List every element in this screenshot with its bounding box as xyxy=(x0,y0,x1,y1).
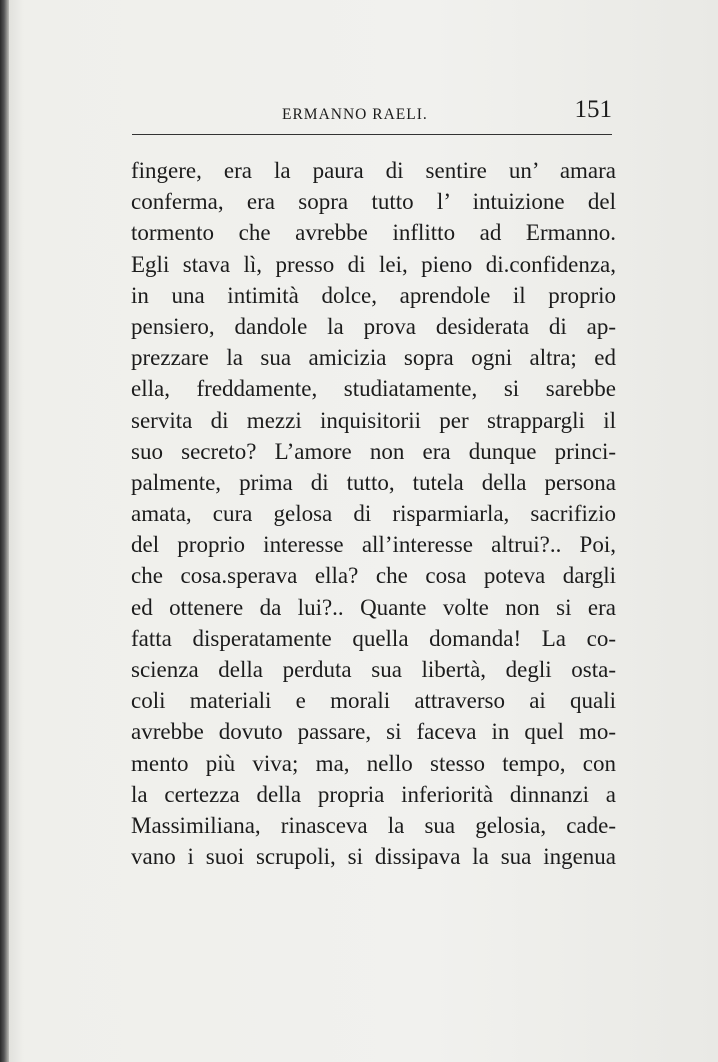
text-line: palmente, prima di tutto, tutela della persona xyxy=(131,469,616,495)
text-line: mento più viva; ma, nello stesso tempo, con xyxy=(131,750,616,776)
running-title: ERMANNO RAELI. xyxy=(282,106,428,123)
text-line: del proprio interesse all’interesse altrui?.. Poi, xyxy=(131,532,616,558)
text-line: Massimiliana, rinasceva la sua gelosia, cade- xyxy=(131,812,616,838)
text-line: fingere, era la paura di sentire un’ amara xyxy=(131,158,616,183)
body-text xyxy=(131,155,616,872)
binding-edge xyxy=(0,0,9,1062)
text-line: coli materiali e morali attraverso ai quali xyxy=(131,688,616,714)
text-line: Egli stava lì, presso di lei, pieno di.confidenza, xyxy=(131,251,616,277)
text-line: scienza della perduta sua libertà, degli osta- xyxy=(131,657,616,682)
page-header xyxy=(132,92,616,132)
text-line: vano i suoi scrupoli, si dissipava la sua ingenua xyxy=(131,844,616,870)
text-line: pensiero, dandole la prova desiderata di ap- xyxy=(131,313,616,339)
text-line: conferma, era sopra tutto l’ intuizione del xyxy=(131,189,616,215)
text-line: suo secreto? L’amore non era dunque princi- xyxy=(131,438,616,464)
text-line: servita di mezzi inquisitorii per strappargli il xyxy=(131,407,616,433)
text-line: tormento che avrebbe inflitto ad Ermanno. xyxy=(131,220,616,246)
text-line: la certezza della propria inferiorità dinnanzi a xyxy=(131,781,616,807)
text-line: fatta disperatamente quella domanda! La co- xyxy=(131,625,616,651)
text-line: in una intimità dolce, aprendole il proprio xyxy=(131,282,616,308)
page-number: 151 xyxy=(574,96,612,123)
text-line: che cosa.sperava ella? che cosa poteva dargli xyxy=(131,563,616,589)
text-line: avrebbe dovuto passare, si faceva in quel mo- xyxy=(131,719,616,745)
text-line: ed ottenere da lui?.. Quante volte non si era xyxy=(131,594,616,620)
text-line: amata, cura gelosa di risparmiarla, sacrifizio xyxy=(131,501,616,527)
text-line: prezzare la sua amicizia sopra ogni altra; ed xyxy=(131,345,616,371)
header-rule xyxy=(132,134,612,135)
text-line: ella, freddamente, studiatamente, si sarebbe xyxy=(131,376,616,402)
